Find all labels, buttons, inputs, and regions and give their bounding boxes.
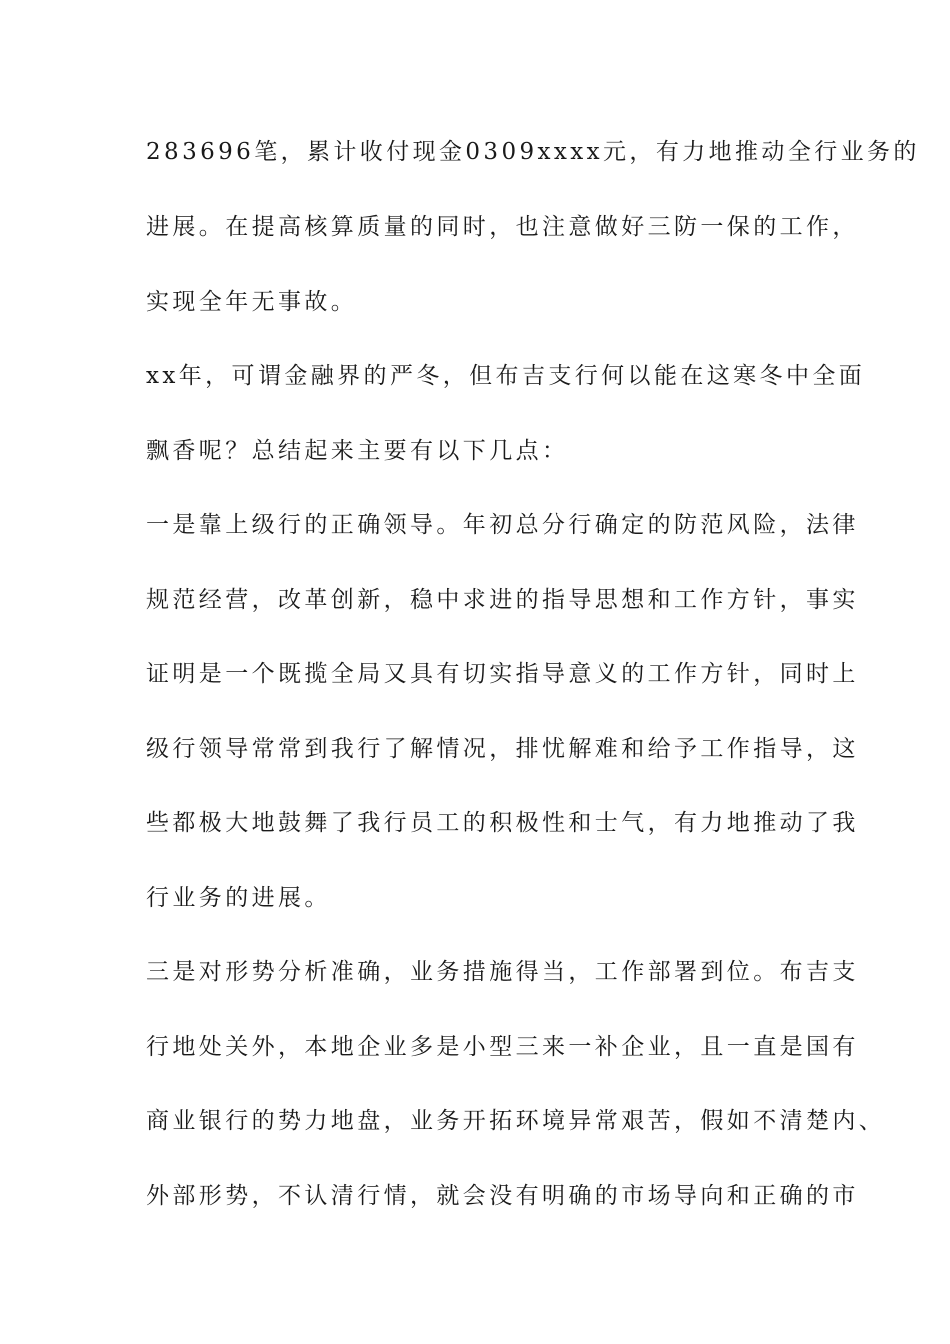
text-line: 三是对形势分析准确，业务措施得当，工作部署到位。布吉支 <box>146 959 859 985</box>
text-line: 些都极大地鼓舞了我行员工的积极性和士气，有力地推动了我 <box>146 810 859 836</box>
text-line: 行业务的进展。 <box>146 885 331 911</box>
text-line: 外部形势，不认清行情，就会没有明确的市场导向和正确的市 <box>146 1183 859 1209</box>
text-line: 级行领导常常到我行了解情况，排忧解难和给予工作指导，这 <box>146 736 859 762</box>
text-line: 进展。在提高核算质量的同时，也注意做好三防一保的工作， <box>146 214 859 240</box>
text-line: 实现全年无事故。 <box>146 289 358 315</box>
text-line: 飘香呢？总结起来主要有以下几点： <box>146 438 569 464</box>
text-line: 证明是一个既揽全局又具有切实指导意义的工作方针，同时上 <box>146 661 859 687</box>
text-line: xx年，可谓金融界的严冬，但布吉支行何以能在这寒冬中全面 <box>146 363 866 389</box>
text-line: 一是靠上级行的正确领导。年初总分行确定的防范风险，法律 <box>146 512 859 538</box>
text-line: 283696笔，累计收付现金0309xxxx元，有力地推动全行业务的 <box>146 139 920 165</box>
text-line: 行地处关外，本地企业多是小型三来一补企业，且一直是国有 <box>146 1034 859 1060</box>
text-line: 规范经营，改革创新，稳中求进的指导思想和工作方针，事实 <box>146 587 859 613</box>
text-line: 商业银行的势力地盘，业务开拓环境异常艰苦，假如不清楚内、 <box>146 1108 886 1134</box>
